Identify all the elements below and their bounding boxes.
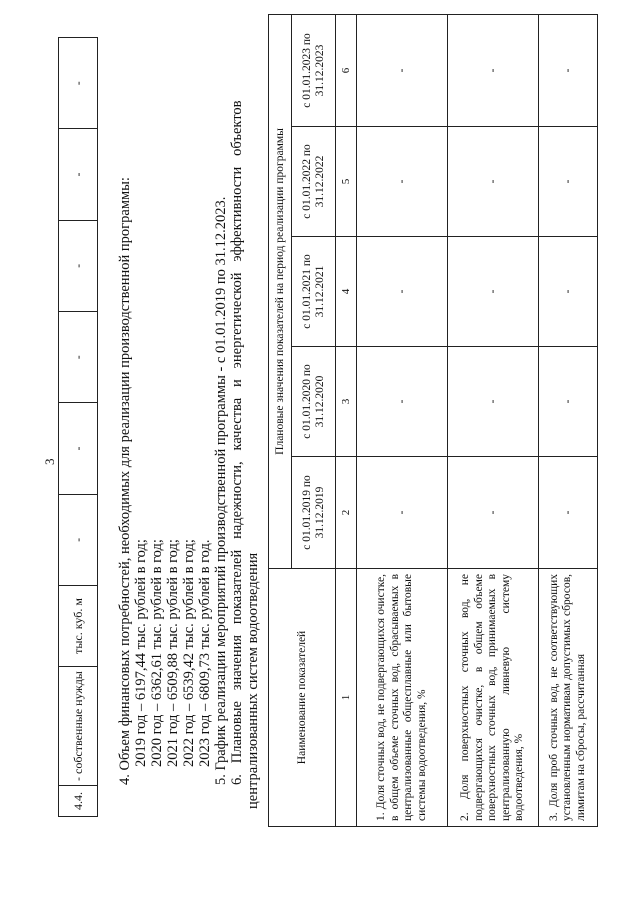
indicator-value: - [539,14,598,126]
year-line: 2023 год – 6809,73 тыс. рублей в год. [197,539,213,767]
indicator-name: 3. Доля проб сточных вод, не соответствующих установленным нормативам допустимых сбросов, лимитам на сбросы, рассчитанная [539,569,598,827]
indicator-value: - [539,457,598,569]
index-cell: 6 [336,14,357,126]
indicator-value: - [448,127,539,237]
indicator-value: - [448,14,539,126]
year-line: 2021 год – 6509,88 тыс. рублей в год; [165,539,181,767]
table-row [448,14,539,826]
index-cell: 1 [336,569,357,827]
period-header: с 01.01.2019 по 31.12.2019 [292,457,336,569]
period-header: с 01.01.2022 по 31.12.2022 [292,127,336,237]
row-number: 4.4. [59,786,98,817]
index-cell: 5 [336,127,357,237]
indicator-name: 1. Доля сточных вод, не подвергающихся очистке, в общем объеме сточных вод, сбрасываемых в централизованные общесплавные или бытовые системы водоотведения, % [357,569,448,827]
row-value: - [59,312,98,403]
section-6-line: централизованных систем водоотведения [245,552,261,809]
header-row [269,14,292,826]
index-cell: 2 [336,457,357,569]
row-value: - [59,403,98,494]
page-number: 3 [42,458,57,465]
period-header: с 01.01.2020 по 31.12.2020 [292,347,336,457]
indicators-table [268,14,598,827]
table-row [59,38,98,817]
row-value: - [59,129,98,220]
section-4-heading: 4. Объем финансовых потребностей, необходимых для реализации производственной программы: [117,177,133,785]
index-cell: 4 [336,237,357,347]
indicator-value: - [448,347,539,457]
row-value: - [59,494,98,585]
table-row [539,14,598,826]
period-header: с 01.01.2021 по 31.12.2021 [292,237,336,347]
indicator-value: - [539,347,598,457]
indicator-value: - [448,237,539,347]
section-5: 5. График реализации мероприятий производственной программы - с 01.01.2019 по 31.12.2023. [213,196,229,785]
year-line: 2019 год – 6197,44 тыс. рублей в год; [133,539,149,767]
indicator-name: 2. Доля поверхностных сточных вод, не подвергающихся очистке, в общем объеме поверхностных сточных вод, принимаемых в централизованную ливневую систему водоотведения, % [448,569,539,827]
period-header: с 01.01.2023 по 31.12.2023 [292,14,336,126]
year-line: 2022 год – 6539,42 тыс. рублей в год; [181,539,197,767]
indicator-value: - [357,14,448,126]
section-6-line: 6. Плановые значения показателей надежности, качества и энергетической эффективности объектов [229,100,245,785]
row-label: - собственные нужды [59,667,98,786]
indicator-value: - [357,347,448,457]
indicator-value: - [357,237,448,347]
index-row [336,14,357,826]
top-table [58,37,98,817]
table-row [357,14,448,826]
year-line: 2020 год – 6362,61 тыс. рублей в год; [149,539,165,767]
col-name-header: Наименование показателей [269,569,336,827]
row-value: - [59,38,98,129]
group-header: Плановые значения показателей на период реализации программы [269,14,292,568]
index-cell: 3 [336,347,357,457]
indicator-value: - [357,127,448,237]
row-value: - [59,220,98,311]
indicator-value: - [539,127,598,237]
row-unit: тыс. куб. м [59,586,98,667]
indicator-value: - [357,457,448,569]
indicator-value: - [448,457,539,569]
indicator-value: - [539,237,598,347]
